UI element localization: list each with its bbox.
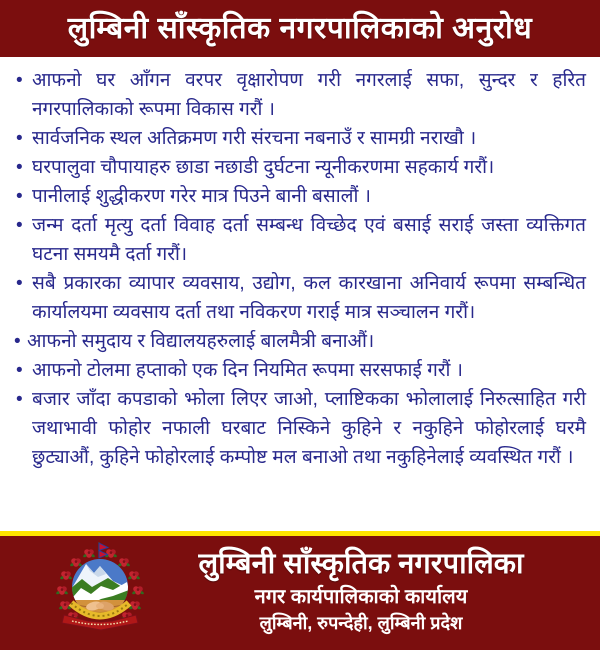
notice-text: आफनो समुदाय र विद्यालयहरुलाई बालमैत्री बनाऔं। bbox=[27, 331, 375, 352]
notice-text: बजार जाँदा कपडाको झोला लिएर जाओ, प्लाष्टिकका झोलालाई निरुत्साहित गरी जथाभावी फोहोर नफाली घरबाट निस्किने कुहिने र नकुहिने फोहोरलाई घरमै छुट्याऔं, कुहिने फोहोरलाई कम्पोष्ट मल बनाओ तथा नकुहिनेलाई व्यवस्थित गरौं । bbox=[32, 389, 586, 468]
list-item bbox=[14, 124, 586, 153]
bullet-icon: • bbox=[16, 273, 23, 294]
municipality-emblem-icon bbox=[50, 541, 150, 646]
list-item bbox=[14, 269, 586, 327]
bullet-icon: • bbox=[16, 157, 23, 178]
notice-text: जन्म दर्ता मृत्यु दर्ता विवाह दर्ता सम्बन्ध विच्छेद एवं बसाई सराई जस्ता व्यक्तिगत घटना समयमै दर्ता गरौं। bbox=[32, 215, 586, 265]
office-name: नगर कार्यपालिकाको कार्यालय bbox=[254, 586, 468, 609]
list-item bbox=[14, 356, 586, 385]
bullet-icon: • bbox=[16, 128, 23, 149]
notice-list bbox=[14, 66, 586, 472]
list-item bbox=[14, 153, 586, 182]
bullet-icon: • bbox=[16, 389, 23, 410]
notice-text: सबै प्रकारका व्यापार व्यवसाय, उद्योग, कल कारखाना अनिवार्य रूपमा सम्बन्धित कार्यालयमा व्यवसाय दर्ता तथा नविकरण गराई मात्र सञ्चालन गरौं। bbox=[32, 273, 586, 323]
list-item bbox=[14, 385, 586, 472]
bullet-icon: • bbox=[16, 186, 23, 207]
notice-text: पानीलाई शुद्धीकरण गरेर मात्र पिउने बानी बसालौं । bbox=[32, 186, 371, 207]
footer-text-block bbox=[150, 548, 600, 636]
notice-text: घरपालुवा चौपायाहरु छाडा नछाडी दुर्घटना न्यूनीकरणमा सहकार्य गरौं। bbox=[32, 157, 495, 178]
list-item bbox=[14, 66, 586, 124]
org-name: लुम्बिनी साँस्कृतिक नगरपालिका bbox=[198, 548, 524, 581]
list-item bbox=[14, 182, 586, 211]
bullet-icon: • bbox=[14, 331, 21, 352]
list-item bbox=[14, 327, 586, 356]
poster-title: लुम्बिनी साँस्कृतिक नगरपालिकाको अनुरोध bbox=[67, 11, 533, 45]
notice-text: आफनो घर आँगन वरपर वृक्षारोपण गरी नगरलाई सफा, सुन्दर र हरित नगरपालिकाको रूपमा विकास गरौं । bbox=[32, 70, 586, 120]
bullet-icon: • bbox=[16, 215, 23, 236]
footer-banner bbox=[0, 536, 600, 650]
notice-text: आफनो टोलमा हप्ताको एक दिन नियमित रूपमा सरसफाई गरौं । bbox=[32, 360, 463, 381]
notice-body bbox=[0, 57, 600, 531]
list-item bbox=[14, 211, 586, 269]
bullet-icon: • bbox=[16, 360, 23, 381]
bullet-icon: • bbox=[16, 70, 23, 91]
nepal-emblem-icon bbox=[50, 541, 150, 641]
notice-text: सार्वजनिक स्थल अतिक्रमण गरी संरचना नबनाउँ र सामग्री नराखौ । bbox=[32, 128, 477, 149]
header-banner bbox=[0, 0, 600, 57]
address-line: लुम्बिनी, रुपन्देही, लुम्बिनी प्रदेश bbox=[259, 613, 463, 634]
